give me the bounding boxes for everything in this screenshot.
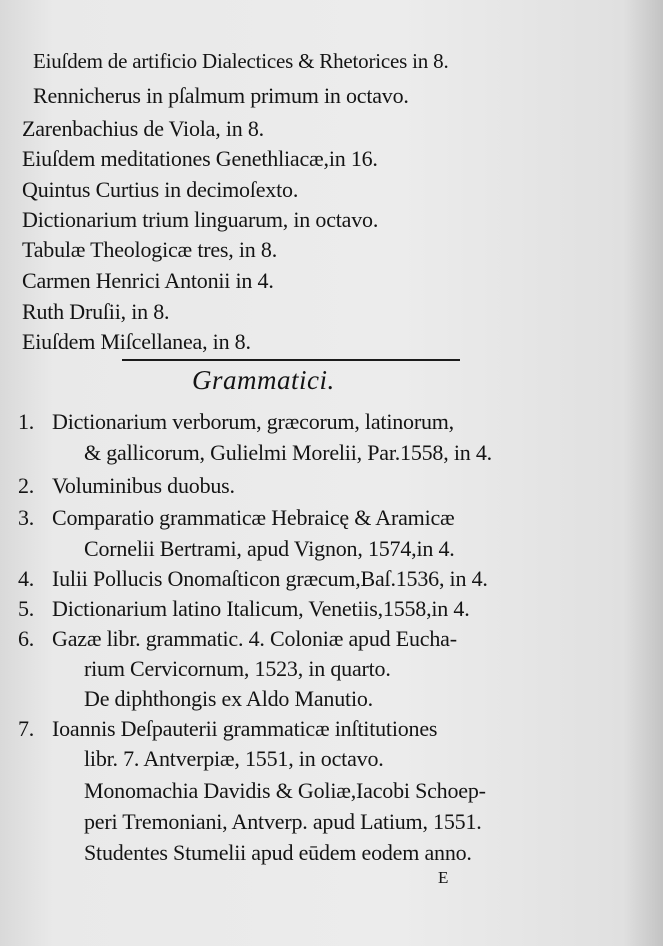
entry-text: Gazæ libr. grammatic. 4. Coloniæ apud Eucha-: [52, 626, 457, 651]
entry-line: Zarenbachius de Viola, in 8.: [22, 116, 264, 141]
entry-line: Eiuſdem meditationes Genethliacæ,in 16.: [22, 146, 378, 171]
entry-continuation: rium Cervicornum, 1523, in quarto.: [84, 656, 391, 681]
section-rule: [122, 359, 460, 361]
entry-text: Dictionarium latino Italicum, Venetiis,1558,in 4.: [52, 596, 470, 621]
entry-continuation: Studentes Stumelii apud eūdem eodem anno.: [84, 840, 472, 865]
entry-line: Ruth Druſii, in 8.: [22, 299, 170, 324]
entry-text: Voluminibus duobus.: [52, 473, 235, 498]
entry-continuation: Cornelii Bertrami, apud Vignon, 1574,in 4.: [84, 536, 455, 561]
numbered-entry-line: [18, 626, 457, 652]
entry-continuation: libr. 7. Antverpiæ, 1551, in octavo.: [84, 746, 384, 771]
entry-continuation: De diphthongis ex Aldo Manutio.: [84, 686, 373, 711]
entry-line: Eiuſdem de artificio Dialectices & Rhetorices in 8.: [33, 49, 449, 73]
entry-number: 3.: [18, 505, 35, 530]
numbered-entry-line: [18, 716, 437, 742]
entry-text: Comparatio grammaticæ Hebraicę & Aramicæ: [52, 505, 455, 530]
entry-text: Iulii Pollucis Onomaſticon græcum,Baſ.1536, in 4.: [52, 566, 488, 591]
entry-continuation: Monomachia Davidis & Goliæ,Iacobi Schoep-: [84, 778, 486, 803]
numbered-entry-line: [18, 566, 488, 592]
numbered-entry-line: [18, 409, 454, 435]
entry-number: 1.: [18, 409, 35, 434]
numbered-entry-line: [18, 473, 235, 499]
entry-line: Carmen Henrici Antonii in 4.: [22, 268, 274, 293]
numbered-entry-line: [18, 596, 470, 622]
entry-number: 6.: [18, 626, 35, 651]
entry-continuation: & gallicorum, Gulielmi Morelii, Par.1558, in 4.: [84, 440, 492, 465]
entry-line: Quintus Curtius in decimoſexto.: [22, 177, 299, 202]
entry-number: 4.: [18, 566, 35, 591]
entry-line: Dictionarium trium linguarum, in octavo.: [22, 207, 379, 232]
entry-number: 2.: [18, 473, 35, 498]
section-heading: Grammatici.: [192, 365, 335, 395]
entry-text: Dictionarium verborum, græcorum, latinorum,: [52, 409, 454, 434]
entry-number: 7.: [18, 716, 35, 741]
entry-number: 5.: [18, 596, 35, 621]
entry-line: Rennicherus in pſalmum primum in octavo.: [33, 83, 409, 108]
entry-line: Tabulæ Theologicæ tres, in 8.: [22, 237, 277, 262]
entry-line: Eiuſdem Miſcellanea, in 8.: [22, 329, 251, 354]
entry-text: Ioannis Deſpauterii grammaticæ inſtitutiones: [52, 716, 438, 741]
numbered-entry-line: [18, 505, 455, 531]
entry-continuation: peri Tremoniani, Antverp. apud Latium, 1551.: [84, 809, 482, 834]
signature-mark: E: [438, 868, 449, 887]
